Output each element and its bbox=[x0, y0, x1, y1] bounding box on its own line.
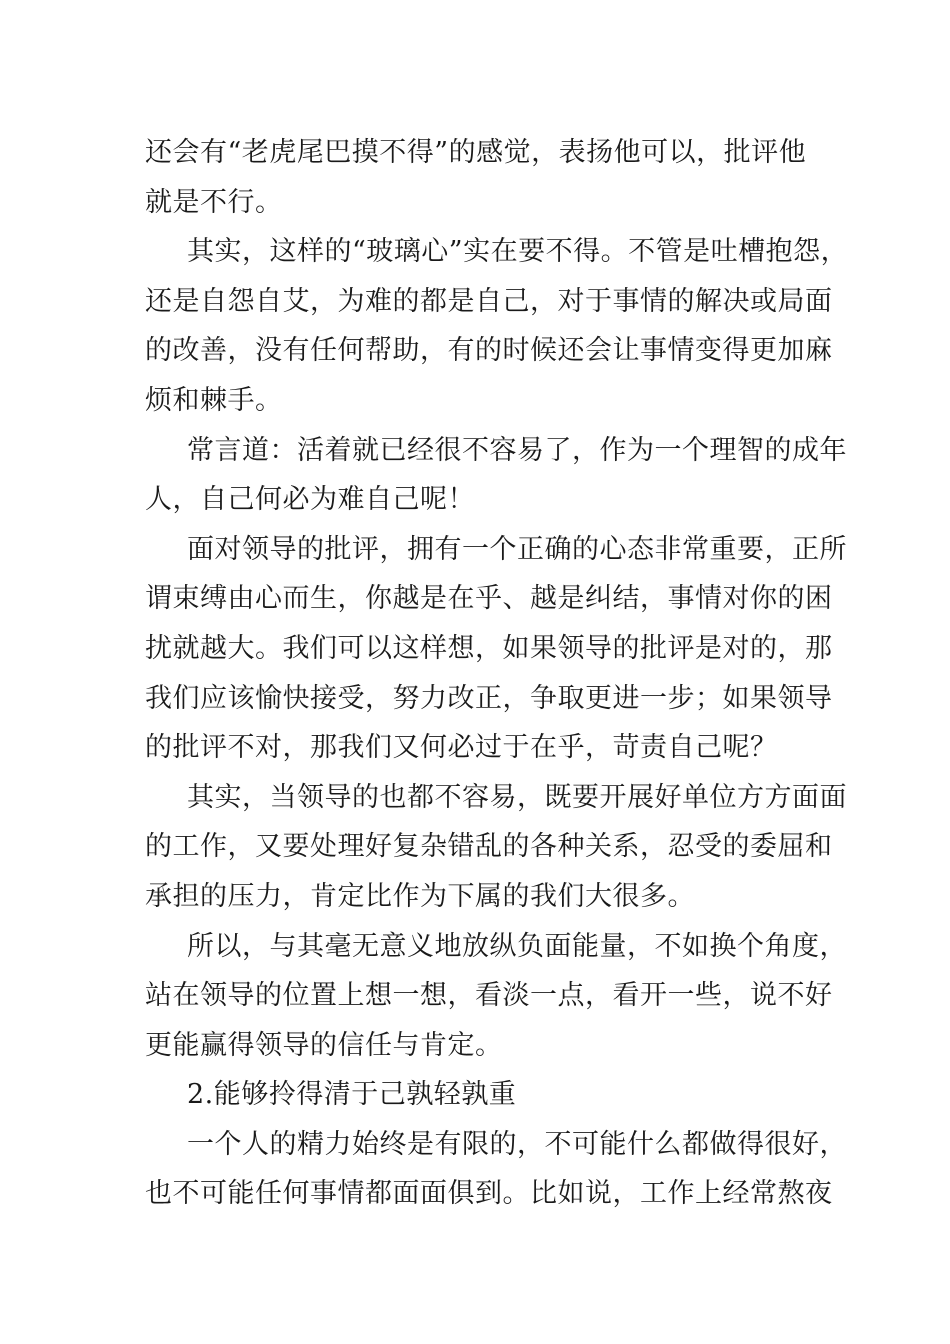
section-heading: 2.能够拎得清于己孰轻孰重 bbox=[187, 1079, 517, 1111]
text-line: 站在领导的位置上想一想，看淡一点，看开一些，说不好 bbox=[145, 980, 833, 1012]
text-line: 烦和棘手。 bbox=[145, 384, 283, 416]
paragraph-start-line: 所以，与其毫无意义地放纵负面能量，不如换个角度， bbox=[187, 930, 847, 962]
text-line: 的工作，又要处理好复杂错乱的各种关系，忍受的委屈和 bbox=[145, 831, 833, 863]
text-line: 就是不行。 bbox=[145, 186, 283, 218]
text-line: 还会有“老虎尾巴摸不得”的感觉，表扬他可以，批评他 bbox=[145, 137, 807, 168]
paragraph-start-line: 其实，当领导的也都不容易，既要开展好单位方方面面 bbox=[187, 781, 847, 813]
text-line: 承担的压力，肯定比作为下属的我们大很多。 bbox=[145, 880, 695, 912]
text-line: 扰就越大。我们可以这样想，如果领导的批评是对的，那 bbox=[145, 632, 833, 664]
document-body bbox=[145, 128, 849, 1219]
text-line: 谓束缚由心而生，你越是在乎、越是纠结，事情对你的困 bbox=[145, 583, 833, 615]
paragraph-start-line: 常言道：活着就已经很不容易了，作为一个理智的成年 bbox=[187, 434, 847, 466]
text-line: 更能赢得领导的信任与肯定。 bbox=[145, 1029, 503, 1061]
text-line: 的批评不对，那我们又何必过于在乎，苛责自己呢？ bbox=[145, 732, 778, 764]
paragraph-start-line: 其实，这样的“玻璃心”实在要不得。不管是吐槽抱怨， bbox=[187, 236, 849, 268]
text-line: 也不可能任何事情都面面俱到。比如说，工作上经常熬夜 bbox=[145, 1178, 833, 1210]
text-line: 的改善，没有任何帮助，有的时候还会让事情变得更加麻 bbox=[145, 335, 833, 367]
paragraph-start-line: 面对领导的批评，拥有一个正确的心态非常重要，正所 bbox=[187, 533, 847, 565]
text-line: 还是自怨自艾，为难的都是自己，对于事情的解决或局面 bbox=[145, 285, 833, 317]
paragraph-start-line: 一个人的精力始终是有限的，不可能什么都做得很好， bbox=[187, 1128, 847, 1160]
text-line: 我们应该愉快接受，努力改正，争取更进一步；如果领导 bbox=[145, 682, 833, 714]
text-line: 人，自己何必为难自己呢！ bbox=[145, 484, 475, 516]
